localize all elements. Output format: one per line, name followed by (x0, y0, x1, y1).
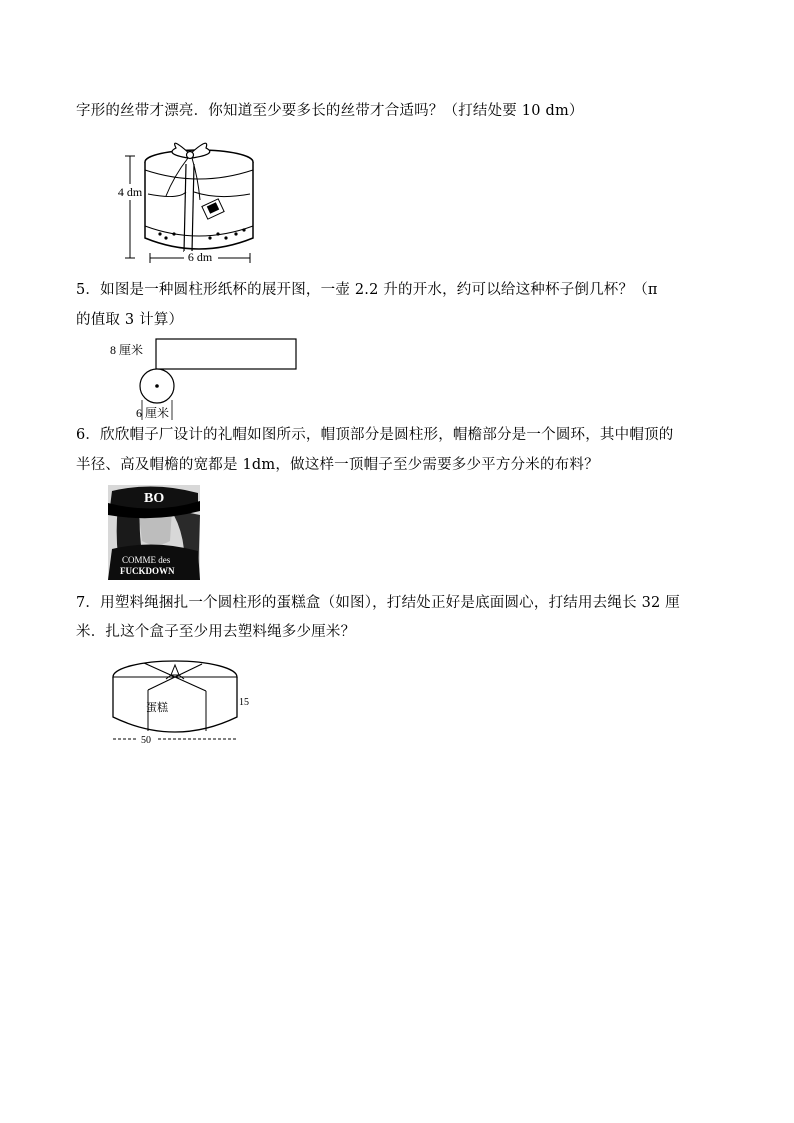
question-7-line-2: 米．扎这个盒子至少用去塑料绳多少厘米？ (76, 624, 356, 640)
cup-height-label: 8 厘米 (110, 343, 144, 357)
box-width-label: 6 dm (187, 250, 213, 264)
question-7-line-1: 7．用塑料绳捆扎一个圆柱形的蛋糕盒（如图），打结处正好是底面圆心，打结用去绳长 32 厘 (76, 595, 680, 611)
question-6-line-2: 半径、高及帽檐的宽都是 1dm，做这样一顶帽子至少需要多少平方分米的布料？ (76, 457, 599, 473)
cake-height-label: 15 (239, 697, 249, 708)
question-5-line-1: 5．如图是一种圆柱形纸杯的展开图，一壶 2.2 升的开水，约可以给这种杯子倒几杯？（π (76, 282, 658, 298)
cup-diameter-label: 6 厘米 (136, 406, 170, 420)
question-4-line-1: 字形的丝带才漂亮．你知道至少要多长的丝带才合适吗？（打结处要 10 dm） (76, 103, 584, 119)
shirt-text-line-1: COMME des (122, 555, 171, 565)
cap-text: BO (144, 491, 165, 506)
question-6-line-1: 6．欣欣帽子厂设计的礼帽如图所示，帽顶部分是圆柱形，帽檐部分是一个圆环，其中帽顶的 (76, 427, 674, 443)
question-5-line-2: 的值取 3 计算） (76, 312, 184, 328)
hat-photo (108, 485, 200, 580)
cake-label: 蛋糕 (146, 702, 168, 714)
gift-box-figure (108, 134, 260, 264)
cup-net-figure (106, 334, 302, 420)
cake-width-label: 50 (141, 735, 151, 745)
box-height-label: 4 dm (117, 185, 143, 199)
cake-box-figure (108, 655, 252, 745)
shirt-text-line-2: FUCKDOWN (120, 566, 175, 576)
